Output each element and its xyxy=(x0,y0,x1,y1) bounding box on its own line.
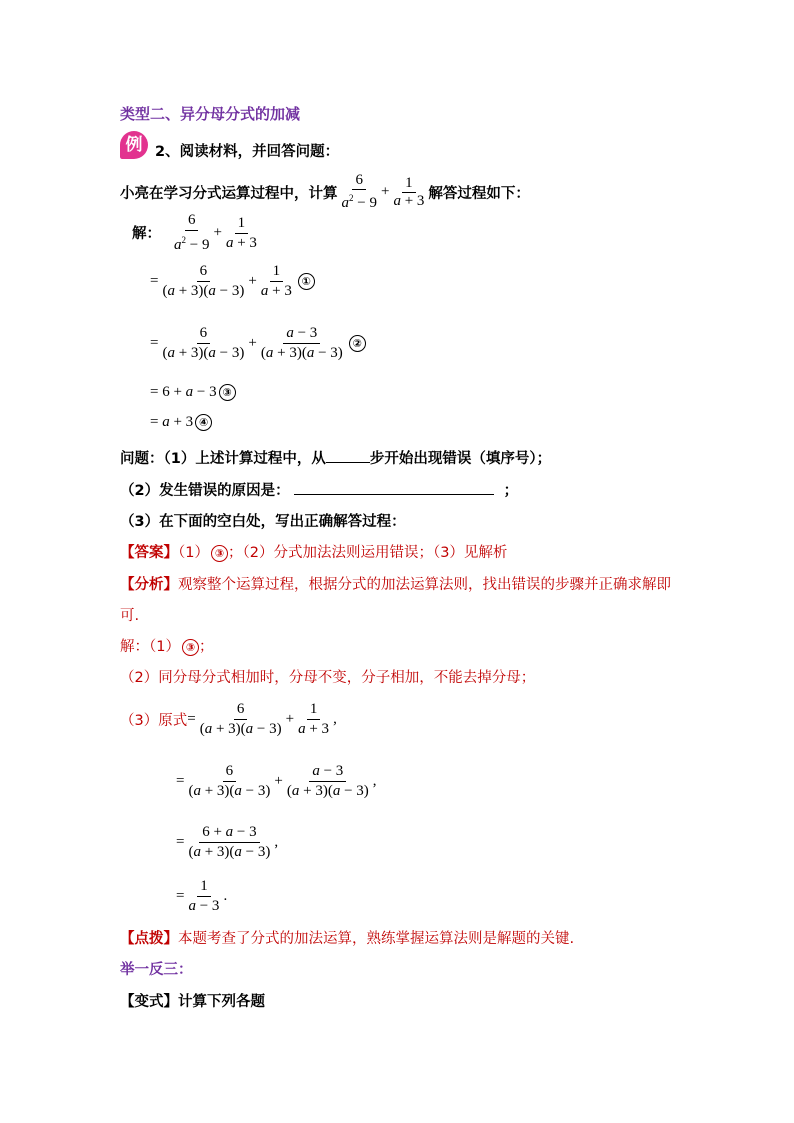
solution-3-line-4: = $\frac{1}{a - 3}$ . xyxy=(176,878,228,914)
step-1: = $\frac{6}{(a + 3)(a - 3)}$ + $\frac{1}{a + 3}$ ① xyxy=(150,262,315,301)
answer-line: 【答案】（1） ③ ；（2）分式加法法则运用错误；（3）见解析 xyxy=(120,545,508,561)
answer-blank-2[interactable] xyxy=(294,480,494,495)
section-title: 类型二、异分母分式的加减 xyxy=(120,105,301,123)
example-badge-icon: 例 xyxy=(120,131,148,159)
solution-3-line-2: = $\frac{6}{(a + 3)(a - 3)}$ + $\frac{a - 3}{(a + 3)(a - 3)}$ , xyxy=(176,763,377,799)
variant-line: 【变式】计算下列各题 xyxy=(120,994,265,1010)
question-number: 2、阅读材料，并回答问题： xyxy=(155,144,340,160)
solution-3-line-1: （3）原式 = $\frac{6}{(a + 3)(a - 3)}$ + $\frac{1}{a + 3}$ , xyxy=(120,701,337,737)
solution-2: （2）同分母分式相加时，分母不变，分子相加，不能去掉分母； xyxy=(120,670,536,686)
intro-prefix: 小亮在学习分式运算过程中，计算 xyxy=(120,185,338,202)
step-2: = $\frac{6}{(a + 3)(a - 3)}$ + $\frac{a - 3}{(a + 3)(a - 3)}$ ② xyxy=(150,324,366,363)
step-mark-4: ④ xyxy=(195,414,212,431)
intro-expression: $\frac{6}{a^2 - 9}$ + $\frac{1}{a + 3}$ xyxy=(341,172,425,211)
solution-3-line-3: = $\frac{6 + a - 3}{(a + 3)(a - 3)}$ , xyxy=(176,824,279,860)
intro-suffix: 解答过程如下： xyxy=(428,185,530,202)
solution-1: 解：（1） ③ ； xyxy=(120,639,214,655)
step-4: = a + 3 ④ xyxy=(150,414,212,431)
analysis-line-1: 【分析】观察整个运算过程，根据分式的加法运算法则，找出错误的步骤并正确求解即 xyxy=(120,577,671,593)
step-mark-2: ② xyxy=(349,335,366,352)
step-mark-1: ① xyxy=(298,273,315,290)
analysis-line-2: 可. xyxy=(120,608,140,624)
step-3: = 6 + a − 3 ③ xyxy=(150,384,236,401)
extend-heading: 举一反三： xyxy=(120,962,193,978)
question-3: （3）在下面的空白处，写出正确解答过程： xyxy=(120,514,406,530)
tip-line: 【点拨】本题考查了分式的加法运算，熟练掌握运算法则是解题的关键. xyxy=(120,931,575,947)
question-1: 问题：（1）上述计算过程中，从 步开始出现错误（填序号）； xyxy=(120,447,551,468)
step-0: $\frac{6}{a^2 - 9}$ + $\frac{1}{a + 3}$ xyxy=(174,212,257,253)
question-2: （2）发生错误的原因是： ； xyxy=(120,479,518,500)
step-mark-3: ③ xyxy=(219,384,236,401)
solution-label: 解： xyxy=(132,226,161,242)
intro-line xyxy=(120,172,530,212)
answer-blank-1[interactable] xyxy=(326,448,370,463)
